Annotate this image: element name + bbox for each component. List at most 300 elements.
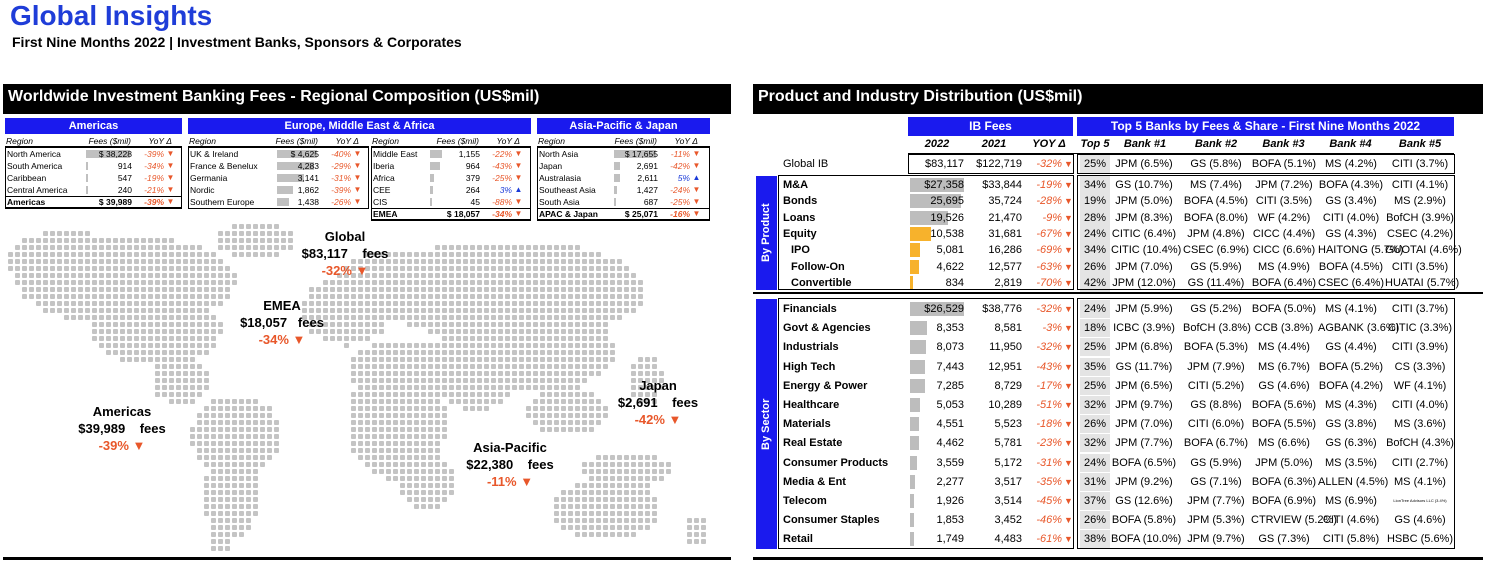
map-global-pct: -32% (321, 263, 352, 278)
product-yoy: -69% (1036, 244, 1062, 257)
sector-v2022: $26,529 (924, 303, 964, 315)
sector-top5: 25% (1083, 379, 1107, 392)
sector-name: Industrials (783, 341, 839, 354)
apac-region-name: Southeast Asia (539, 185, 596, 195)
top5-header: Top 5 Banks by Fees & Share - First Nine Months 2022 (1077, 117, 1454, 136)
map-label-japan: Japan $2,691 fees -42% ▼ (612, 377, 704, 428)
triangle-down-icon: ▼ (1064, 323, 1073, 334)
apac-fee-text: 687 (643, 197, 658, 207)
triangle-down-icon: ▼ (1064, 457, 1073, 468)
sector-yoy: -3% (1042, 322, 1062, 335)
map-americas-name: Americas (92, 404, 152, 419)
product-bank-4: CITI (4.0%) (1322, 211, 1380, 224)
map-americas-value: $39,989 (78, 421, 126, 436)
sector-top5: 26% (1083, 514, 1107, 527)
sector-bank-2: CITI (5.2%) (1187, 379, 1245, 392)
triangle-down-icon: ▼ (353, 149, 362, 158)
product-v2022: 834 (945, 276, 964, 289)
sector-v2021: 5,523 (994, 418, 1022, 431)
emea-fee-text: $ 4,625 (290, 149, 319, 159)
triangle-down-icon: ▼ (1064, 515, 1073, 526)
sector-bank-5: MS (3.6%) (1394, 418, 1446, 431)
map-emea-name: EMEA (263, 298, 301, 313)
apac-col-header: Fees ($mil) (614, 136, 657, 146)
product-bank-3: BOFA (6.4%) (1251, 276, 1317, 289)
sector-bank-4: GS (6.3%) (1325, 437, 1377, 450)
emea-region-name: Southern Europe (190, 197, 255, 207)
emea-yoy-value: -31% (331, 173, 351, 183)
sector-bank-2: JPM (5.3%) (1187, 514, 1245, 527)
triangle-up-icon: ▲ (692, 173, 701, 182)
map-americas-pct: -39% (98, 438, 129, 453)
sector-bank-4: CITI (4.6%) (1322, 514, 1380, 527)
product-top5: 42% (1083, 276, 1107, 289)
product-name: Bonds (783, 195, 818, 208)
sector-name: Media & Ent (783, 475, 846, 488)
product-bank-2: CSEC (6.9%) (1183, 244, 1250, 257)
sector-v2022: 4,462 (936, 437, 964, 450)
product-bank-4: CSEC (6.4%) (1318, 276, 1385, 289)
sector-bank-4: AGBANK (3.6%) (1318, 322, 1400, 335)
global-ib-top5: 25% (1083, 158, 1107, 170)
emea-yoy-value: -26% (331, 197, 351, 207)
triangle-down-icon: ▼ (514, 173, 523, 182)
emea-fee-text: 45 (470, 197, 480, 207)
sector-bank-2: JPM (7.9%) (1187, 360, 1245, 373)
sector-name: Consumer Staples (783, 514, 880, 527)
product-name: Equity (783, 227, 817, 240)
emea-region-name: Africa (373, 173, 395, 183)
map-apac-pct: -11% (486, 474, 517, 489)
americas-region-name: Caribbean (7, 173, 47, 183)
sector-bank-4: MS (4.1%) (1325, 303, 1377, 315)
product-name: Follow-On (791, 260, 845, 273)
emea-yoy-value: -22% (492, 149, 512, 159)
product-bank-1: CITIC (6.4%) (1111, 227, 1177, 240)
sector-v2022: 3,559 (936, 456, 964, 469)
map-japan-value: $2,691 (617, 395, 658, 410)
triangle-down-icon: ▼ (353, 161, 362, 170)
sector-yoy: -61% (1036, 533, 1062, 546)
product-top5: 28% (1083, 211, 1107, 224)
right-bottom-rule (753, 557, 1483, 560)
apac-total-yoy: -16% (670, 209, 690, 219)
sector-top5: 24% (1083, 303, 1107, 315)
map-label-americas: Americas $39,989 fees -39% ▼ (72, 403, 172, 454)
product-v2021: 31,681 (988, 227, 1022, 240)
product-bank-3: WF (4.2%) (1257, 211, 1311, 224)
apac-region-name: North Asia (539, 149, 579, 159)
sector-bank-2: JPM (9.7%) (1187, 533, 1245, 546)
sector-v2021: 10,289 (988, 399, 1022, 411)
sector-bank-1: JPM (5.9%) (1115, 303, 1173, 315)
emea-region-name: Germania (190, 173, 228, 183)
sector-name: Retail (783, 533, 813, 546)
page-subtitle: First Nine Months 2022 | Investment Banks, Sponsors & Corporates (12, 34, 462, 50)
map-emea-unit: fees (297, 315, 324, 330)
apac-fee-text: $ 17,655 (624, 149, 658, 159)
triangle-down-icon: ▼ (514, 161, 523, 170)
triangle-down-icon: ▼ (1064, 277, 1073, 288)
emea-region-name: Iberia (373, 161, 395, 171)
americas-fee-text: 914 (117, 161, 132, 171)
sector-bank-1: BOFA (10.0%) (1111, 533, 1182, 546)
global-ib-bank-4: MS (4.2%) (1325, 158, 1377, 170)
emea-fee-text: 964 (465, 161, 480, 171)
product-bank-1: JPM (8.3%) (1115, 211, 1173, 224)
global-ib-fees-box (908, 154, 1074, 174)
triangle-down-icon: ▼ (166, 173, 175, 182)
apac-yoy-value: -42% (670, 161, 690, 171)
sector-v2021: 3,452 (994, 514, 1022, 527)
map-apac-value: $22,380 (466, 457, 514, 472)
product-v2021: 16,286 (988, 244, 1022, 257)
emea-yoy-value: -40% (331, 149, 351, 159)
sector-v2021: 12,951 (988, 360, 1022, 373)
product-v2021: 35,724 (988, 195, 1022, 208)
sector-yoy: -17% (1036, 379, 1062, 392)
sector-banks-box (1077, 298, 1455, 549)
product-bank-5: CSEC (4.2%) (1386, 227, 1454, 240)
product-v2022: 25,695 (930, 195, 964, 208)
product-bank-3: CITI (3.5%) (1255, 195, 1313, 208)
sector-bank-4: BOFA (4.2%) (1318, 379, 1384, 392)
apac-region-name: South Asia (539, 197, 580, 207)
apac-region-name: Australasia (539, 173, 582, 183)
emea-yoy-value: -25% (492, 173, 512, 183)
by-product-label: By Product (756, 176, 777, 290)
triangle-down-icon: ▼ (514, 149, 523, 158)
product-v2022: 19,526 (930, 211, 964, 224)
product-v2021: 21,470 (988, 211, 1022, 224)
sector-v2022: 1,926 (936, 495, 964, 507)
emea-col-header: YoY Δ (335, 136, 359, 146)
map-global-value: $83,117 (301, 246, 348, 261)
sector-bank-3: BOFA (6.3%) (1251, 475, 1317, 488)
product-name: M&A (783, 179, 809, 191)
map-japan-unit: fees (672, 395, 699, 410)
product-name: Loans (783, 211, 816, 224)
sector-bank-3: BOFA (5.6%) (1251, 399, 1317, 411)
sector-bank-2: BOFA (6.7%) (1183, 437, 1249, 450)
emea-col-header: YoY Δ (496, 136, 520, 146)
by-sector-label: By Sector (756, 299, 777, 549)
sector-bank-5: WF (4.1%) (1393, 379, 1447, 392)
sector-bank-5: MS (4.1%) (1394, 475, 1446, 488)
americas-col-header: Region (6, 136, 33, 146)
triangle-down-icon: ▼ (1064, 180, 1073, 190)
sector-v2021: 3,517 (994, 475, 1022, 488)
sector-bank-3: GS (7.3%) (1258, 533, 1310, 546)
emea-region-name: Nordic (190, 185, 215, 195)
sector-bank-3: BOFA (5.0%) (1251, 303, 1317, 315)
sector-bank-4: MS (6.9%) (1325, 495, 1377, 507)
sector-yoy: -45% (1036, 495, 1062, 507)
triangle-down-icon: ▼ (1064, 342, 1073, 353)
sector-bank-2: GS (5.9%) (1190, 456, 1242, 469)
sector-bank-1: JPM (7.7%) (1115, 437, 1173, 450)
triangle-down-icon: ▼ (353, 185, 362, 194)
triangle-down-icon: ▼ (1064, 304, 1073, 314)
sector-yoy: -32% (1036, 341, 1062, 354)
triangle-down-icon: ▼ (692, 161, 701, 170)
sector-v2022: 1,853 (936, 514, 964, 527)
global-ib-bank-1: JPM (6.5%) (1115, 158, 1173, 170)
sector-bank-2: CITI (6.0%) (1187, 418, 1245, 431)
sector-yoy: -51% (1036, 399, 1062, 411)
sector-yoy: -31% (1036, 456, 1062, 469)
sector-top5: 38% (1083, 533, 1107, 546)
apac-yoy-value: -24% (670, 185, 690, 195)
product-bank-3: CICC (6.6%) (1252, 244, 1316, 257)
emea-region-name: CEE (373, 185, 391, 195)
sector-yoy: -23% (1036, 437, 1062, 450)
map-label-emea: EMEA $18,057 fees -34% ▼ (232, 297, 332, 348)
sector-bank-1: ICBC (3.9%) (1113, 322, 1175, 335)
product-bank-1: JPM (5.0%) (1115, 195, 1173, 208)
sector-bank-2: GS (8.8%) (1190, 399, 1242, 411)
triangle-down-icon: ▼ (166, 149, 175, 158)
triangle-down-icon: ▼ (166, 161, 175, 170)
sector-v2021: 5,781 (994, 437, 1022, 450)
emea-total-yoy: -34% (492, 209, 512, 219)
triangle-down-icon: ▼ (692, 197, 701, 206)
column-header: Bank #2 (1194, 138, 1238, 150)
emea-fee-text: 1,862 (297, 185, 319, 195)
sector-yoy: -18% (1036, 418, 1062, 431)
sector-bank-2: BofCH (3.8%) (1183, 322, 1251, 335)
emea-yoy-value: -39% (331, 185, 351, 195)
sector-bank-1: JPM (6.5%) (1115, 379, 1173, 392)
sector-v2022: 7,285 (936, 379, 964, 392)
product-bank-1: CITIC (10.4%) (1111, 244, 1182, 257)
product-bank-1: JPM (7.0%) (1115, 260, 1173, 273)
sector-top5: 32% (1083, 437, 1107, 450)
product-bank-2: JPM (4.8%) (1187, 227, 1245, 240)
sector-top5: 24% (1083, 456, 1107, 469)
product-bank-5: CITI (3.5%) (1391, 260, 1449, 273)
column-header: Bank #1 (1123, 138, 1167, 150)
product-yoy: -19% (1036, 179, 1062, 191)
sector-top5: 18% (1083, 322, 1107, 335)
sector-bank-2: GS (5.2%) (1190, 303, 1242, 315)
triangle-down-icon: ▼ (353, 173, 362, 182)
sector-name: Telecom (783, 495, 827, 507)
sector-bank-5: CITI (4.0%) (1391, 399, 1449, 411)
product-bank-3: JPM (7.2%) (1255, 179, 1313, 191)
sector-v2022: 4,551 (936, 418, 964, 431)
sector-yoy: -43% (1036, 360, 1062, 373)
column-header: 2021 (981, 138, 1007, 150)
global-ib-bank-3: BOFA (5.1%) (1251, 158, 1317, 170)
emea-region-name: France & Benelux (190, 161, 258, 171)
product-top5: 24% (1083, 227, 1107, 240)
sector-bank-3: BOFA (5.5%) (1251, 418, 1317, 431)
map-label-global: Global $83,117 fees -32% ▼ (301, 229, 389, 278)
triangle-down-icon: ▼ (692, 185, 701, 194)
product-bank-4: GS (4.3%) (1325, 227, 1377, 240)
map-global-unit: fees (362, 246, 389, 261)
sector-bank-2: JPM (7.7%) (1187, 495, 1245, 507)
emea-region-name: CIS (373, 197, 388, 207)
sector-bank-5: CITI (2.7%) (1391, 456, 1449, 469)
apac-col-header: Region (538, 136, 565, 146)
triangle-down-icon: ▼ (353, 197, 362, 206)
sector-v2021: 8,729 (994, 379, 1022, 392)
sector-yoy: -46% (1036, 514, 1062, 527)
sector-bank-4: MS (3.5%) (1325, 456, 1377, 469)
triangle-down-icon: ▼ (1064, 496, 1073, 506)
global-ib-banks-box (1077, 154, 1455, 174)
triangle-down-icon: ▼ (1064, 212, 1073, 223)
sector-bank-1: GS (11.7%) (1115, 360, 1173, 373)
emea-total-name: EMEA (373, 209, 398, 219)
emea-fee-text: 264 (465, 185, 480, 195)
product-v2022: $27,358 (924, 179, 964, 191)
americas-yoy-value: -34% (144, 161, 164, 171)
americas-fee-text: 240 (117, 185, 132, 195)
product-bank-4: GS (3.4%) (1325, 195, 1377, 208)
emea-yoy-value: -29% (331, 161, 351, 171)
sector-block-box (778, 298, 1074, 549)
sector-name: Energy & Power (783, 379, 868, 392)
product-bank-4: BOFA (4.3%) (1318, 179, 1384, 191)
sector-v2021: 8,581 (994, 322, 1022, 335)
triangle-up-icon: ▲ (514, 185, 523, 194)
sector-v2022: 8,073 (936, 341, 964, 354)
sector-bank-2: GS (7.1%) (1190, 475, 1242, 488)
product-v2021: 2,819 (994, 276, 1022, 289)
apac-fee-text: 2,691 (636, 161, 658, 171)
americas-col-header: Fees ($mil) (88, 136, 131, 146)
triangle-down-icon: ▼ (1064, 419, 1073, 430)
triangle-down-icon: ▼ (166, 197, 175, 206)
apac-fee-text: 2,611 (637, 173, 658, 183)
americas-fee-text: $ 38,228 (98, 149, 132, 159)
emea-total-fee: $ 18,057 (446, 209, 480, 219)
product-yoy: -70% (1036, 276, 1062, 289)
triangle-down-icon: ▼ (1064, 534, 1073, 545)
column-header: Top 5 (1080, 138, 1110, 150)
product-bank-1: GS (10.7%) (1115, 179, 1173, 191)
triangle-down-icon: ▼ (166, 185, 175, 194)
emea-col-header: Fees ($mil) (275, 136, 318, 146)
sector-bank-5: CITIC (3.3%) (1387, 322, 1453, 335)
sector-name: Real Estate (783, 437, 843, 450)
sector-bank-5: GS (4.6%) (1394, 514, 1446, 527)
map-japan-name: Japan (639, 378, 677, 393)
emea-col-header: Region (189, 136, 216, 146)
triangle-down-icon: ▼ (1064, 228, 1073, 239)
emea-fee-text: 379 (465, 173, 480, 183)
triangle-down-icon: ▼ (514, 209, 523, 218)
sector-bank-4: ALLEN (4.5%) (1318, 475, 1389, 488)
sector-bank-1: BOFA (6.5%) (1111, 456, 1177, 469)
product-bank-5: BofCH (3.9%) (1386, 211, 1454, 224)
sector-bank-3: CCB (3.8%) (1254, 322, 1314, 335)
sector-name: High Tech (783, 360, 836, 373)
sector-v2021: 11,950 (989, 341, 1022, 354)
map-global-name: Global (324, 229, 366, 244)
sector-name: Healthcare (783, 399, 840, 411)
emea-yoy-value: 3% (499, 185, 512, 195)
sector-bank-1: JPM (9.2%) (1115, 475, 1173, 488)
sector-top5: 37% (1083, 495, 1107, 507)
triangle-down-icon: ▼ (1064, 196, 1073, 207)
triangle-down-icon: ▼ (1064, 245, 1073, 256)
americas-region-name: Central America (7, 185, 68, 195)
americas-header: Americas (5, 118, 182, 134)
sector-bank-1: GS (12.6%) (1115, 495, 1173, 507)
sector-v2022: 8,353 (936, 322, 964, 335)
distribution-section-title: Product and Industry Distribution (US$mil) (753, 84, 1483, 114)
product-block-box (778, 175, 1074, 290)
product-top5: 19% (1083, 195, 1107, 208)
product-name: Convertible (791, 276, 852, 289)
sector-name: Financials (783, 303, 837, 315)
product-bank-3: MS (4.9%) (1258, 260, 1310, 273)
sector-top5: 31% (1083, 475, 1107, 488)
sector-top5: 25% (1083, 341, 1107, 354)
triangle-down-icon: ▼ (1064, 159, 1073, 169)
column-header: Bank #4 (1329, 138, 1372, 150)
apac-region-name: Japan (539, 161, 563, 171)
americas-col-header: YoY Δ (148, 136, 172, 146)
product-yoy: -63% (1036, 260, 1062, 273)
sector-v2021: 4,483 (994, 533, 1022, 546)
sector-bank-5: BofCH (4.3%) (1386, 437, 1454, 450)
global-ib-v2022: $83,117 (925, 158, 964, 170)
map-emea-value: $18,057 (240, 315, 288, 330)
apac-yoy-value: -25% (670, 197, 690, 207)
emea-region-name: Middle East (373, 149, 418, 159)
product-yoy: -67% (1036, 227, 1062, 240)
sector-bank-5: LionTree Advisors LLC (3.4%) (1393, 498, 1447, 503)
sector-top5: 32% (1083, 399, 1107, 411)
sector-bank-3: MS (4.4%) (1258, 341, 1310, 354)
americas-yoy-value: -39% (144, 149, 164, 159)
apac-header: Asia-Pacific & Japan (537, 118, 710, 134)
product-bank-2: BOFA (8.0%) (1183, 211, 1249, 224)
sector-top5: 35% (1083, 360, 1107, 373)
product-v2021: 12,577 (988, 260, 1022, 273)
product-bank-2: BOFA (4.5%) (1183, 195, 1249, 208)
apac-col-header: YoY Δ (674, 136, 698, 146)
map-apac-name: Asia-Pacific (473, 440, 547, 455)
sector-bank-3: JPM (5.0%) (1255, 456, 1313, 469)
map-emea-pct: -34% (258, 332, 289, 347)
product-sector-separator (753, 292, 1483, 294)
sector-yoy: -32% (1036, 303, 1062, 315)
product-bank-5: MS (2.9%) (1394, 195, 1446, 208)
sector-v2022: 5,053 (936, 399, 964, 411)
apac-total-fee: $ 25,071 (624, 209, 658, 219)
emea-yoy-value: -88% (492, 197, 512, 207)
emea-col-header: Region (372, 136, 399, 146)
sector-bank-5: CITI (3.9%) (1391, 341, 1449, 354)
sector-bank-4: MS (4.3%) (1325, 399, 1377, 411)
map-apac-unit: fees (527, 457, 554, 472)
triangle-down-icon: ▼ (1064, 361, 1073, 372)
product-bank-4: BOFA (4.5%) (1318, 260, 1384, 273)
product-top5: 34% (1083, 244, 1107, 257)
sector-bank-5: CS (3.3%) (1394, 360, 1446, 373)
triangle-down-icon: ▼ (514, 197, 523, 206)
sector-v2021: $38,776 (982, 303, 1022, 315)
emea-yoy-value: -43% (492, 161, 512, 171)
sector-v2021: 5,172 (994, 456, 1022, 469)
product-yoy: -28% (1036, 195, 1062, 208)
